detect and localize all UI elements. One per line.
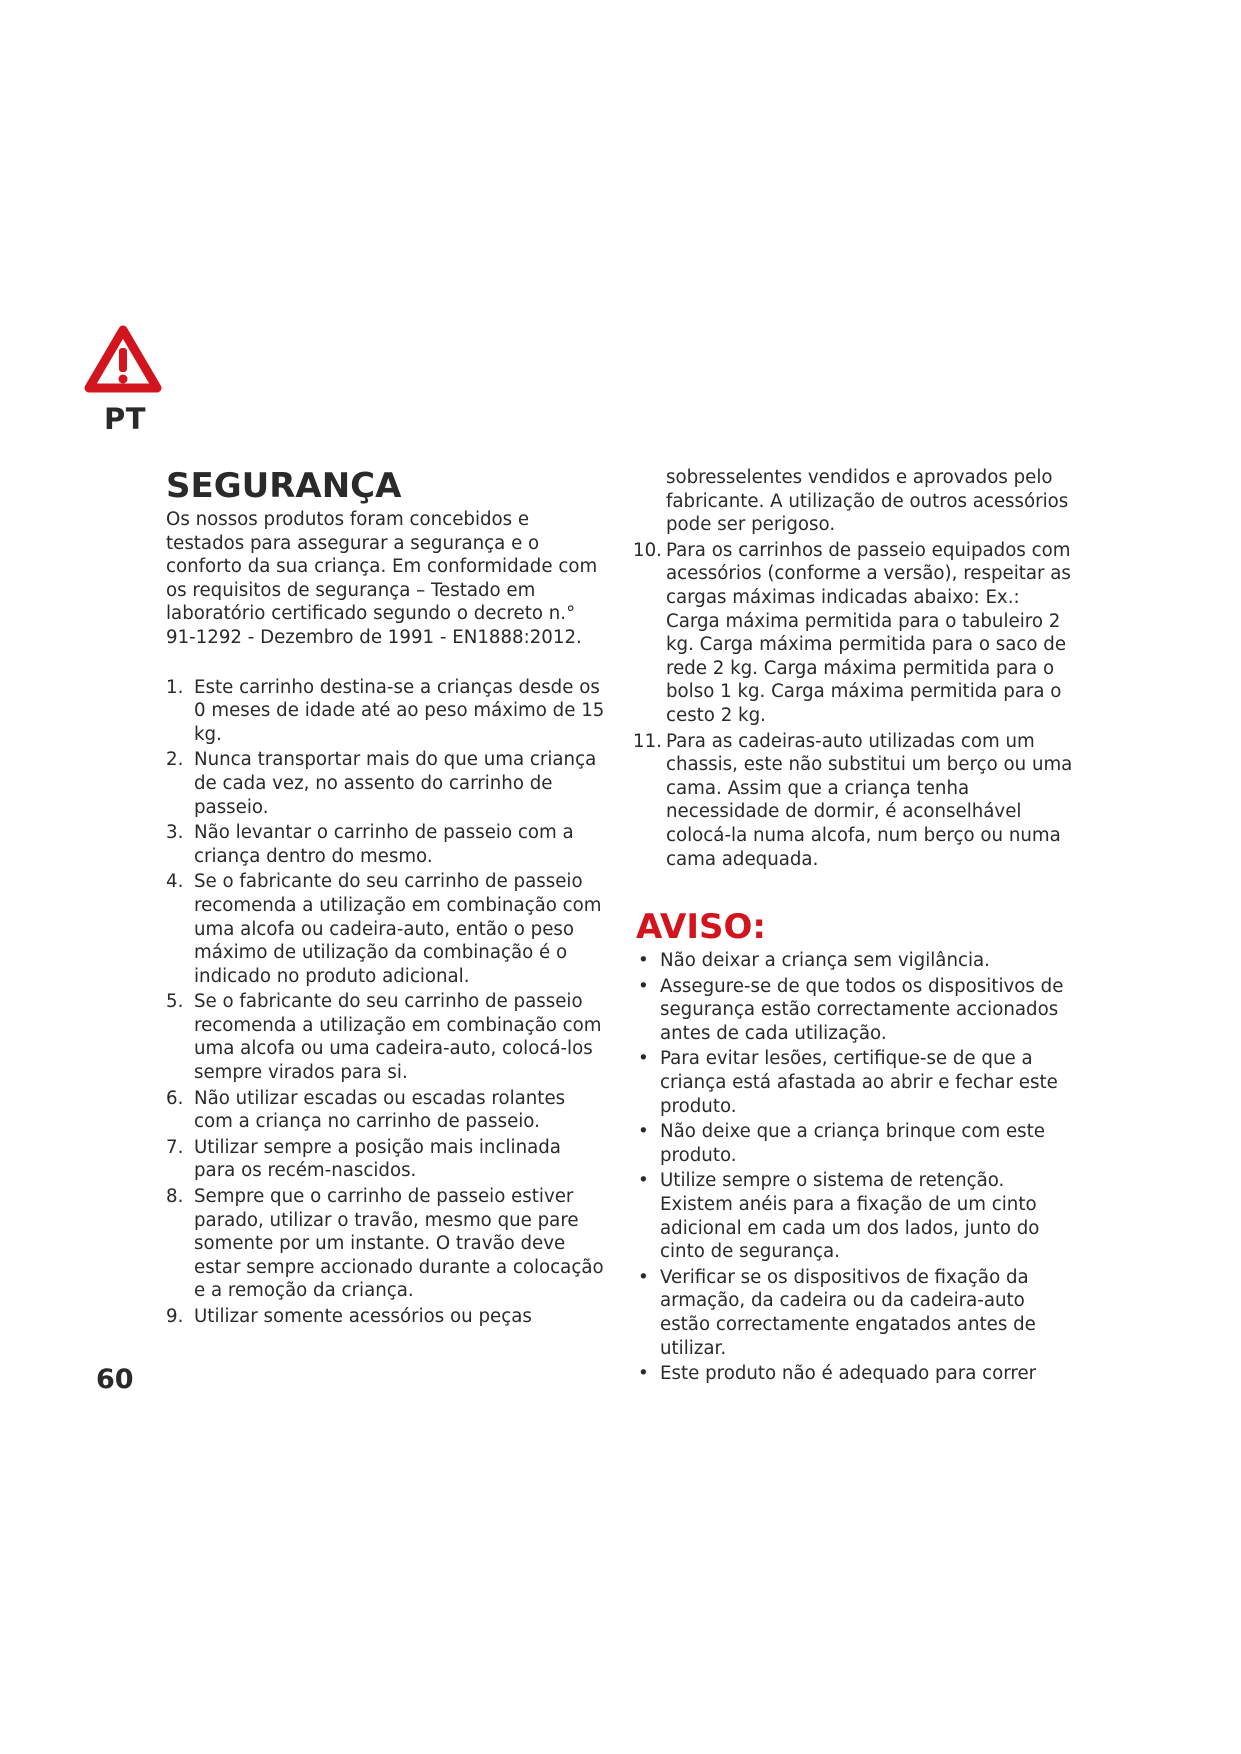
warning-triangle-icon [84,324,162,396]
list-item-number: 9. [166,1306,184,1327]
list-item-number: 7. [166,1136,184,1158]
left-column [166,466,606,1331]
list-item [166,1305,606,1329]
safety-list [166,676,606,1329]
list-item-text: Para os carrinhos de passeio equipados com acessórios (conforme a versão), respeitar as cargas máximas indicadas abaixo: Ex.: Carga máxima permitida para o tabuleiro 2 kg. Carga máxima permitida para o saco de rede 2 kg. Carga máxima permitida para o bolso 1 kg. Carga máxima permitida para o cesto 2 kg. [666,539,1071,726]
bullet-icon: • [638,975,649,997]
list-item [166,1185,606,1303]
list-item-number: 3. [166,822,184,844]
bullet-item [636,1047,1076,1118]
list-item-text: Este carrinho destina-se a crianças desde os 0 meses de idade até ao peso máximo de 15 kg. [194,676,605,745]
bullet-item-text: Não deixe que a criança brinque com este produto. [660,1121,1045,1166]
safety-intro: Os nossos produtos foram concebidos e testados para assegurar a segurança e o conforto da sua criança. Em conformidade com os requisitos de segurança – Testado em laboratório certificado segundo o decreto n.° 91-1292 - Dezembro de 1991 - EN1888:2012. [166,509,598,648]
bullet-item [636,1120,1076,1167]
bullet-item-text: Assegure-se de que todos os dispositivos de segurança estão correctamente accionados antes de cada utilização. [660,975,1064,1044]
list-item [166,870,606,988]
list-item-number: 8. [166,1186,184,1208]
list-item-text: Não levantar o carrinho de passeio com a criança dentro do mesmo. [194,822,574,867]
list-item-number: 5. [166,991,184,1013]
page-number: 60 [96,1364,134,1395]
warning-list [636,949,1076,1386]
list-item-number: 6. [166,1087,184,1109]
bullet-icon: • [638,950,649,972]
list-item [166,990,606,1084]
list-item-number: 2. [166,749,184,771]
bullet-icon: • [638,1266,649,1288]
list-item-text: Não utilizar escadas ou escadas rolantes com a criança no carrinho de passeio. [194,1087,566,1133]
bullet-icon: • [638,1170,649,1192]
list-item-number: 11. [633,730,662,752]
list-item-text: Para as cadeiras-auto utilizadas com um chassis, este não substitui um berço ou uma cama. Assim que a criança tenha necessidade de dormir, é aconselhável colocá-la numa alcofa, num berço ou numa cama adequada. [666,730,1073,870]
bullet-icon: • [638,1121,649,1143]
list-item [166,748,606,819]
list-item-text: Utilizar sempre a posição mais inclinada para os recém-nascidos. [194,1136,561,1182]
bullet-item-text: Não deixar a criança sem vigilância. [660,950,990,972]
list-item [166,821,606,868]
list-item [166,676,606,747]
list-item-continuation: sobresselentes vendidos e aprovados pelo fabricante. A utilização de outros acessórios pode ser perigoso. [666,467,1069,536]
list-item-number: 10. [633,539,662,561]
bullet-item-text: Verificar se os dispositivos de fixação da armação, da cadeira ou da cadeira-auto estão correctamente engatados antes de utilizar. [660,1266,1036,1359]
bullet-item-text: Utilize sempre o sistema de retenção. Existem anéis para a fixação de um cinto adicional em cada um dos lados, junto do cinto de segurança. [660,1170,1040,1263]
bullet-item-text: Este produto não é adequado para correr [660,1363,1037,1385]
list-item-text: Nunca transportar mais do que uma criança de cada vez, no assento do carrinho de passeio. [194,749,597,818]
list-item-text: Se o fabricante do seu carrinho de passeio recomenda a utilização em combinação com uma alcofa ou cadeira-auto, então o peso máximo de utilização da combinação é o indicado no produto adicional. [194,871,602,987]
safety-list-continued [633,539,1076,871]
list-item [633,730,1076,872]
bullet-item [636,1169,1076,1263]
safety-title: SEGURANÇA [166,466,402,506]
list-item [633,539,1076,728]
bullet-icon: • [638,1363,649,1385]
bullet-item [636,1362,1076,1386]
bullet-item [636,949,1076,973]
right-column [633,466,1076,1388]
bullet-item [636,975,1076,1046]
list-item-text: Utilizar somente acessórios ou peças [194,1306,532,1327]
bullet-item [636,1266,1076,1360]
bullet-item-text: Para evitar lesões, certifique-se de que a criança está afastada ao abrir e fechar este produto. [660,1048,1058,1117]
bullet-icon: • [638,1048,649,1070]
list-item [166,1136,606,1183]
warning-title: AVISO: [636,907,766,948]
list-item-number: 4. [166,871,184,893]
language-code: PT [104,402,147,436]
list-item [166,1087,606,1134]
list-item-text: Sempre que o carrinho de passeio estiver parado, utilizar o travão, mesmo que pare somente por um instante. O travão deve estar sempre accionado durante a colocação e a remoção da criança. [194,1186,604,1302]
list-item-number: 1. [166,676,184,698]
list-item-text: Se o fabricante do seu carrinho de passeio recomenda a utilização em combinação com uma alcofa ou uma cadeira-auto, colocá-los sempre virados para si. [194,991,602,1084]
